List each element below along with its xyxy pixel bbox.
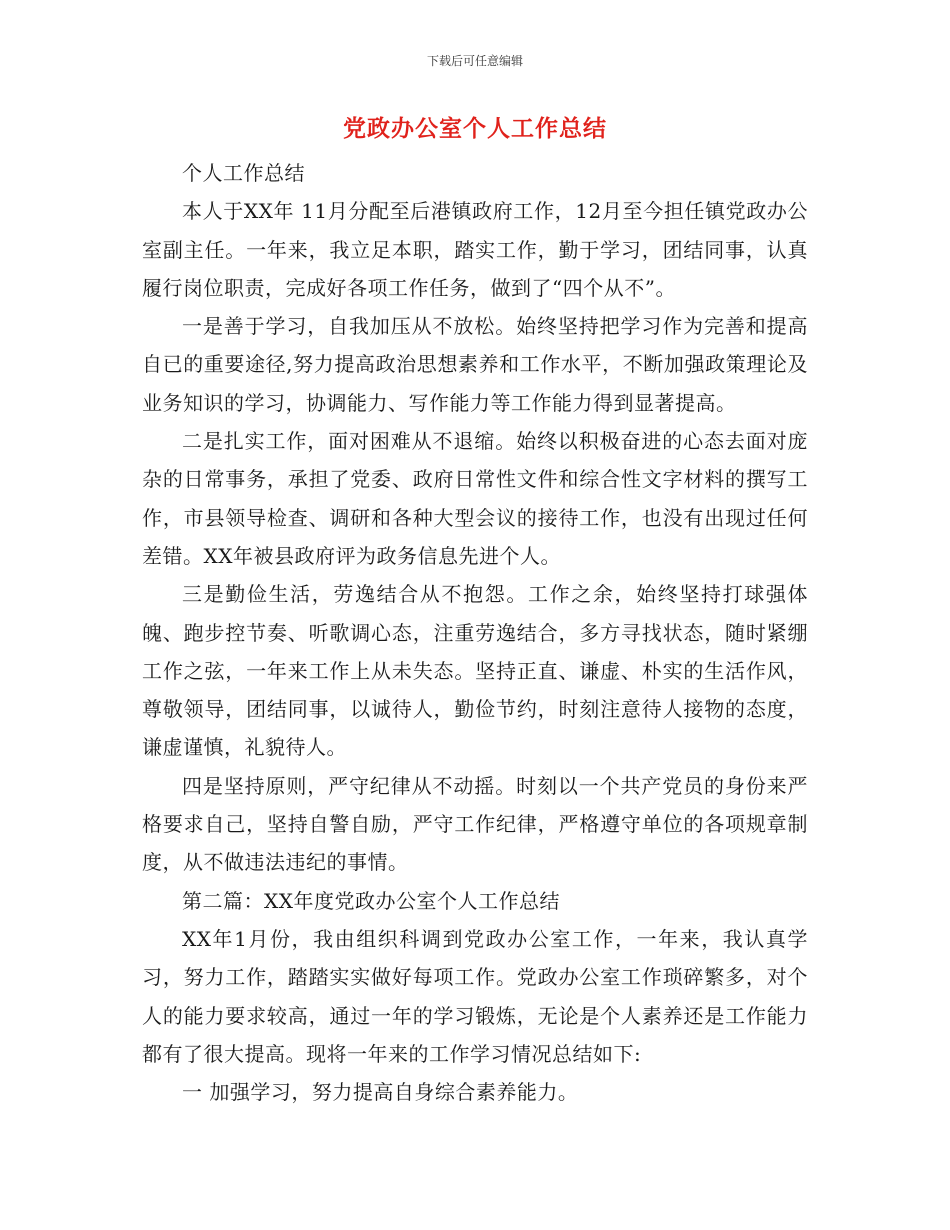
document-body	[142, 154, 808, 1111]
paragraph: XX年1月份，我由组织科调到党政办公室工作，一年来，我认真学习，努力工作，踏踏实实做好每项工作。党政办公室工作琐碎繁多，对个人的能力要求较高，通过一年的学习锻炼，无论是个人素养还是工作能力都有了很大提高。现将一年来的工作学习情况总结如下:	[142, 926, 808, 1066]
paragraph: 一 加强学习，努力提高自身综合素养能力。	[182, 1080, 579, 1105]
paragraph: 个人工作总结	[182, 161, 305, 185]
document-title: 党政办公室个人工作总结	[343, 116, 607, 142]
header-note: 下载后可任意编辑	[426, 54, 523, 68]
paragraph: 二是扎实工作，面对困难从不退缩。始终以积极奋进的心态去面对庞杂的日常事务，承担了党委、政府日常性文件和综合性文字材料的撰写工作，市县领导检查、调研和各种大型会议的接待工作，也没有出现过任何差错。XX年被县政府评为政务信息先进个人。	[142, 429, 808, 568]
paragraph: 本人于XX年 11月分配至后港镇政府工作，12月至今担任镇党政办公室副主任。一年来，我立足本职，踏实工作，勤于学习，团结同事，认真履行岗位职责，完成好各项工作任务，做到了“四个从不”。	[142, 199, 808, 300]
paragraph: 四是坚持原则，严守纪律从不动摇。时刻以一个共产党员的身份来严格要求自己，坚持自警自励，严守工作纪律，严格遵守单位的各项规章制度，从不做违法违纪的事情。	[142, 773, 808, 875]
paragraph: 三是勤俭生活，劳逸结合从不抱怨。工作之余，始终坚持打球强体魄、跑步控节奏、听歌调心态，注重劳逸结合，多方寻找状态，随时紧绷工作之弦，一年来工作上从未失态。坚持正直、谦虚、朴实的生活作风，尊敬领导，团结同事，以诚待人，勤俭节约，时刻注意待人接物的态度，谦虚谨慎，礼貌待人。	[142, 582, 808, 760]
section-heading: 第二篇：XX年度党政办公室个人工作总结	[182, 888, 560, 913]
paragraph: 一是善于学习，自我加压从不放松。始终坚持把学习作为完善和提高自已的重要途径,努力提高政治思想素养和工作水平，不断加强政策理论及业务知识的学习，协调能力、写作能力等工作能力得到显著提高。	[142, 314, 808, 415]
